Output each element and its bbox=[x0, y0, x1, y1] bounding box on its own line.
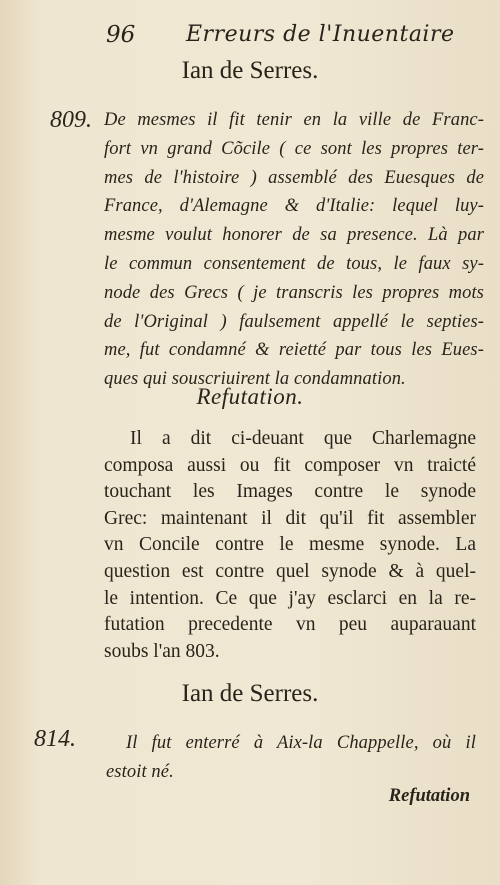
text-line: soubs l'an 803. bbox=[104, 640, 220, 662]
text-line: estoit né. bbox=[106, 761, 174, 782]
text-line: Il fut enterré à Aix-la Chappelle, où il bbox=[126, 733, 476, 753]
text-line: ques qui souscriuirent la condamnation. bbox=[104, 369, 406, 390]
text-line: mes de l'histoire ) assemblé des Euesques de bbox=[104, 167, 484, 188]
quotation-block-1 bbox=[104, 106, 484, 394]
refutation-title-1: Refutation. bbox=[196, 384, 304, 409]
refutation-block-1 bbox=[104, 426, 476, 665]
text-line: vn Concile contre le mesme synode. La bbox=[104, 534, 476, 556]
text-line: node des Grecs ( je transcris les propres mots bbox=[104, 282, 484, 303]
text-line: France, d'Alemagne & d'Italie: lequel luy- bbox=[104, 196, 484, 217]
text-line: Il a dit ci-deuant que Charlemagne bbox=[130, 428, 476, 449]
text-line: question est contre quel synode & à quel- bbox=[104, 560, 476, 582]
section-heading-1: Ian de Serres. bbox=[181, 57, 319, 84]
text-line: me, fut condamné & reietté par tous les Eues- bbox=[104, 340, 484, 361]
text-line: le intention. Ce que j'ay esclarci en la re- bbox=[104, 587, 476, 609]
running-title: Erreurs de l'Inuentaire bbox=[186, 22, 455, 47]
text-line: de l'Original ) faulsement appellé le septies- bbox=[104, 311, 484, 332]
quotation-block-2 bbox=[106, 729, 476, 787]
text-line: fort vn grand Cõcile ( ce sont les propres ter- bbox=[104, 138, 484, 159]
page-number: 96 bbox=[106, 22, 136, 48]
entry-number-2: 814. bbox=[34, 726, 76, 752]
running-header bbox=[0, 22, 500, 52]
text-line: futation precedente vn peu auparauant bbox=[104, 614, 476, 636]
text-line: composa aussi ou fit composer vn traicté bbox=[104, 454, 476, 476]
catchword: Refutation bbox=[388, 786, 470, 806]
text-line: Grec: maintenant il dit qu'il fit assembler bbox=[104, 507, 476, 529]
text-line: De mesmes il fit tenir en la ville de Franc- bbox=[104, 110, 484, 130]
entry-number-1: 809. bbox=[50, 107, 92, 133]
text-line: le commun consentement de tous, le faux sy- bbox=[104, 253, 484, 274]
section-heading-2: Ian de Serres. bbox=[181, 680, 319, 707]
text-line: touchant les Images contre le synode bbox=[104, 481, 476, 503]
text-line: mesme voulut honorer de sa presence. Là par bbox=[104, 225, 484, 246]
